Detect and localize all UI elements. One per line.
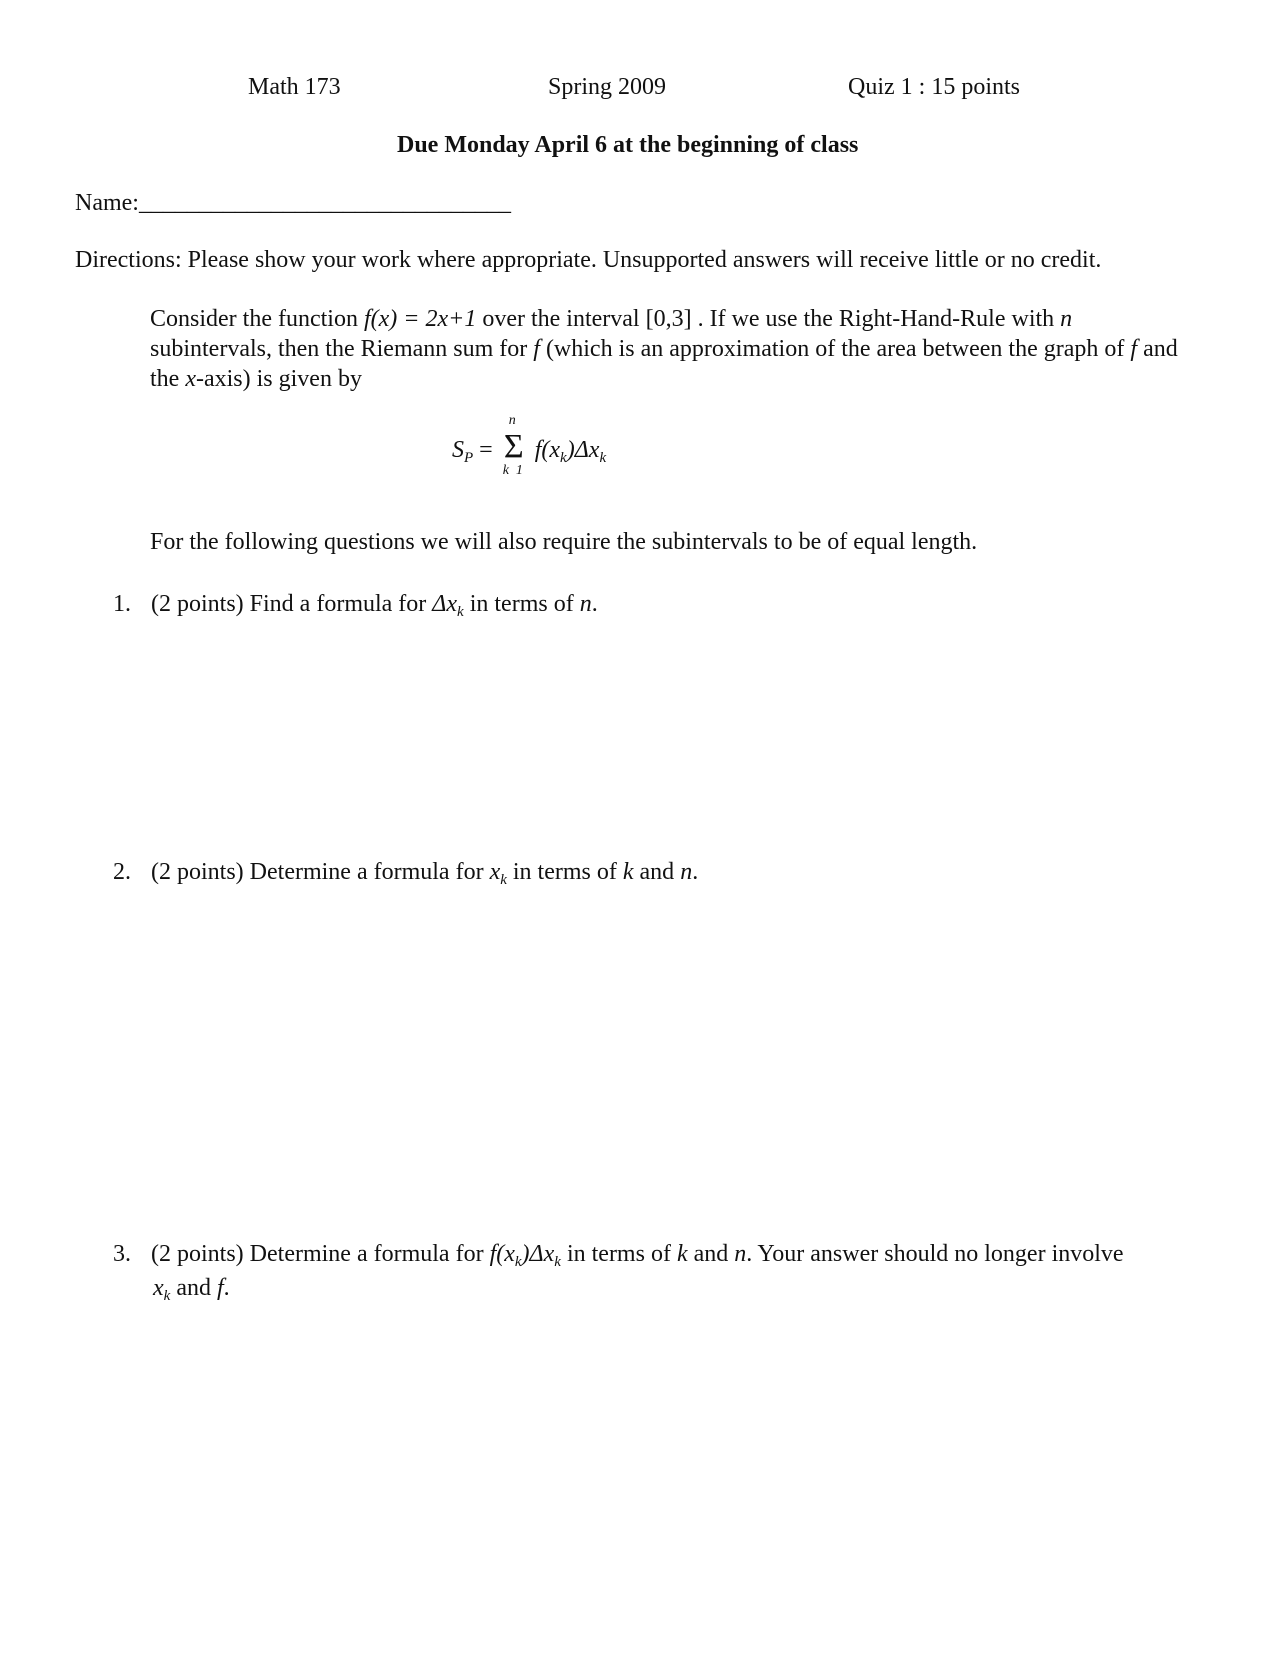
question-3-continuation: $x_k$ and f. <box>153 1275 230 1304</box>
question-number: 3. <box>113 1241 131 1267</box>
directions: Directions: Please show your work where appropriate. Unsupported answers will receive little or no credit. <box>75 247 1102 273</box>
name-line <box>75 190 511 217</box>
equal-length-note: For the following questions we will also require the subintervals to be of equal length. <box>150 529 978 555</box>
formula-term: $f(x_k)\Delta x_k$ <box>534 437 607 466</box>
formula-lhs-sub: P <box>464 450 474 466</box>
riemann-sum-formula <box>452 413 607 478</box>
question-3: 3. (2 points) Determine a formula for $f(x_k)\Delta x_k$ in terms of k and n. Your answer should no longer involve $x_k$ and f. <box>113 1239 1203 1303</box>
intro-paragraph: Consider the function f(x) = 2x+1 over the interval [0,3] . If we use the Right-Hand-Rule with n subintervals, then the Riemann sum for f (which is an approximation of the area between the graph of f and the x-axis) is given by <box>150 306 1178 392</box>
quiz-label: Quiz 1 : 15 points <box>848 74 1020 100</box>
question-number: 2. <box>113 859 131 885</box>
due-date: Due Monday April 6 at the beginning of class <box>397 132 859 158</box>
formula-lhs: S <box>452 437 464 463</box>
course-label: Math 173 <box>248 74 341 100</box>
name-blank: _______________________________ <box>138 190 511 216</box>
formula-eq: = <box>473 437 499 463</box>
question-2: 2. (2 points) Determine a formula for $x_k$ in terms of k and n. <box>113 859 699 888</box>
question-number: 1. <box>113 591 131 617</box>
summation <box>499 413 529 478</box>
sum-lower-limit: k 1 <box>502 463 523 478</box>
name-label: Name: <box>75 190 139 216</box>
sigma-symbol: Σ <box>503 428 524 465</box>
question-1: 1. (2 points) Find a formula for $\Delta x_k$ in terms of n. <box>113 591 598 620</box>
term-label: Spring 2009 <box>548 74 667 100</box>
sum-upper-limit: n <box>508 413 516 428</box>
